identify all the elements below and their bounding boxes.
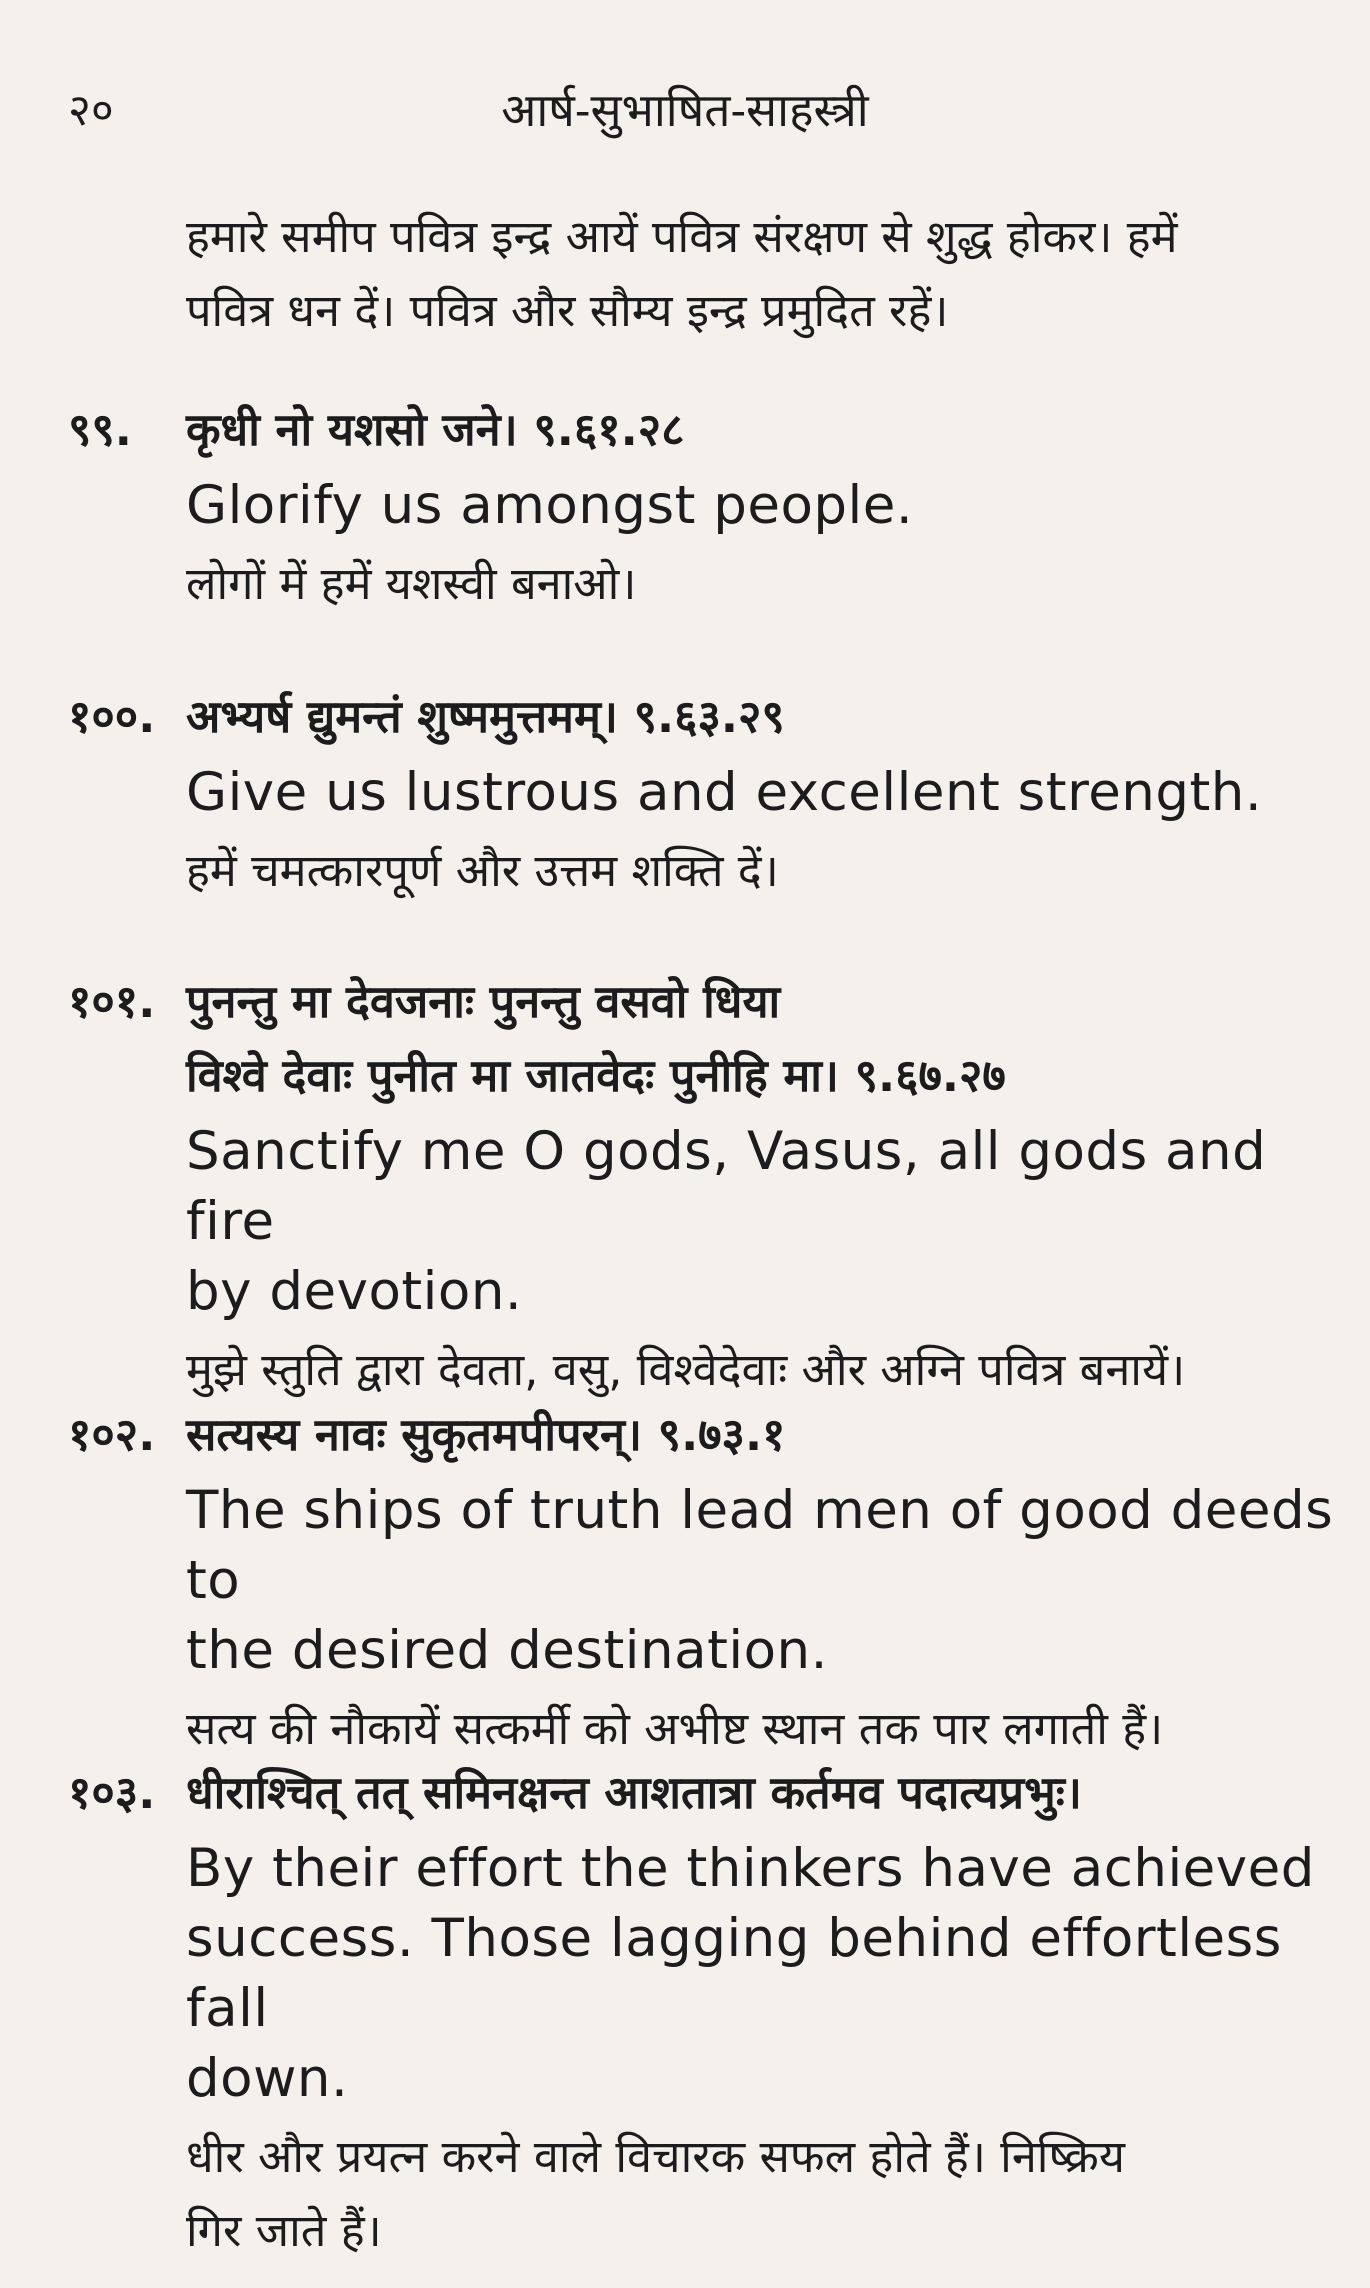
sanskrit-verse: कृधी नो यशसो जने। ९.६१.२८	[186, 403, 685, 456]
english-translation: The ships of truth lead men of good deeds to	[186, 1480, 1334, 1611]
english-translation: by devotion.	[186, 1261, 523, 1322]
entry-number: १०२.	[68, 1408, 156, 1461]
entry-99	[186, 393, 1336, 621]
page-number: २०	[68, 85, 114, 136]
entry-100	[186, 680, 1336, 908]
hindi-translation: सत्य की नौकायें सत्कर्मी को अभीष्ट स्थान तक पार लगाती हैं।	[186, 1702, 1164, 1755]
english-translation: Glorify us amongst people.	[186, 475, 914, 536]
entry-number: १००.	[68, 690, 156, 743]
sanskrit-verse: पुनन्तु मा देवजनाः पुनन्तु वसवो धिया	[186, 975, 781, 1028]
intro-paragraph	[186, 200, 1336, 348]
intro-line: हमारे समीप पवित्र इन्द्र आयें पवित्र संरक्षण से शुद्ध होकर। हमें	[186, 210, 1178, 263]
entry-number: १०३.	[68, 1766, 156, 1819]
english-translation: the desired destination.	[186, 1620, 828, 1681]
english-translation: Give us lustrous and excellent strength.	[186, 762, 1263, 823]
intro-line: पवित्र धन दें। पवित्र और सौम्य इन्द्र प्रमुदित रहें।	[186, 284, 949, 337]
sanskrit-verse: धीराश्चित् तत् समिनक्षन्त आशतात्रा कर्तमव पदात्यप्रभुः।	[186, 1766, 1082, 1819]
entry-number: ९९.	[68, 403, 132, 456]
entry-101	[186, 965, 1336, 1407]
entry-number: १०१.	[68, 975, 156, 1028]
entry-103	[186, 1756, 1336, 2268]
hindi-translation: हमें चमत्कारपूर्ण और उत्तम शक्ति दें।	[186, 844, 779, 897]
english-translation: success. Those lagging behind effortless fall	[186, 1908, 1282, 2039]
hindi-translation: गिर जाते हैं।	[186, 2204, 382, 2257]
english-translation: Sanctify me O gods, Vasus, all gods and fire	[186, 1121, 1267, 1252]
sanskrit-verse: सत्यस्य नावः सुकृतमपीपरन्। ९.७३.१	[186, 1408, 786, 1461]
hindi-translation: लोगों में हमें यशस्वी बनाओ।	[186, 557, 637, 610]
entry-102	[186, 1398, 1336, 1766]
sanskrit-verse: अभ्यर्ष द्युमन्तं शुष्ममुत्तमम्। ९.६३.२९	[186, 690, 785, 743]
english-translation: By their effort the thinkers have achieved	[186, 1838, 1315, 1899]
book-title: आर्ष-सुभाषित-साहस्त्री	[501, 83, 869, 137]
hindi-translation: मुझे स्तुति द्वारा देवता, वसु, विश्वेदेवाः और अग्नि पवित्र बनायें।	[186, 1343, 1186, 1396]
english-translation: down.	[186, 2048, 349, 2109]
hindi-translation: धीर और प्रयत्न करने वाले विचारक सफल होते हैं। निष्क्रिय	[186, 2130, 1125, 2183]
page-header	[68, 78, 1302, 148]
sanskrit-verse: विश्वे देवाः पुनीत मा जातवेदः पुनीहि मा। ९.६७.२७	[186, 1049, 1006, 1102]
